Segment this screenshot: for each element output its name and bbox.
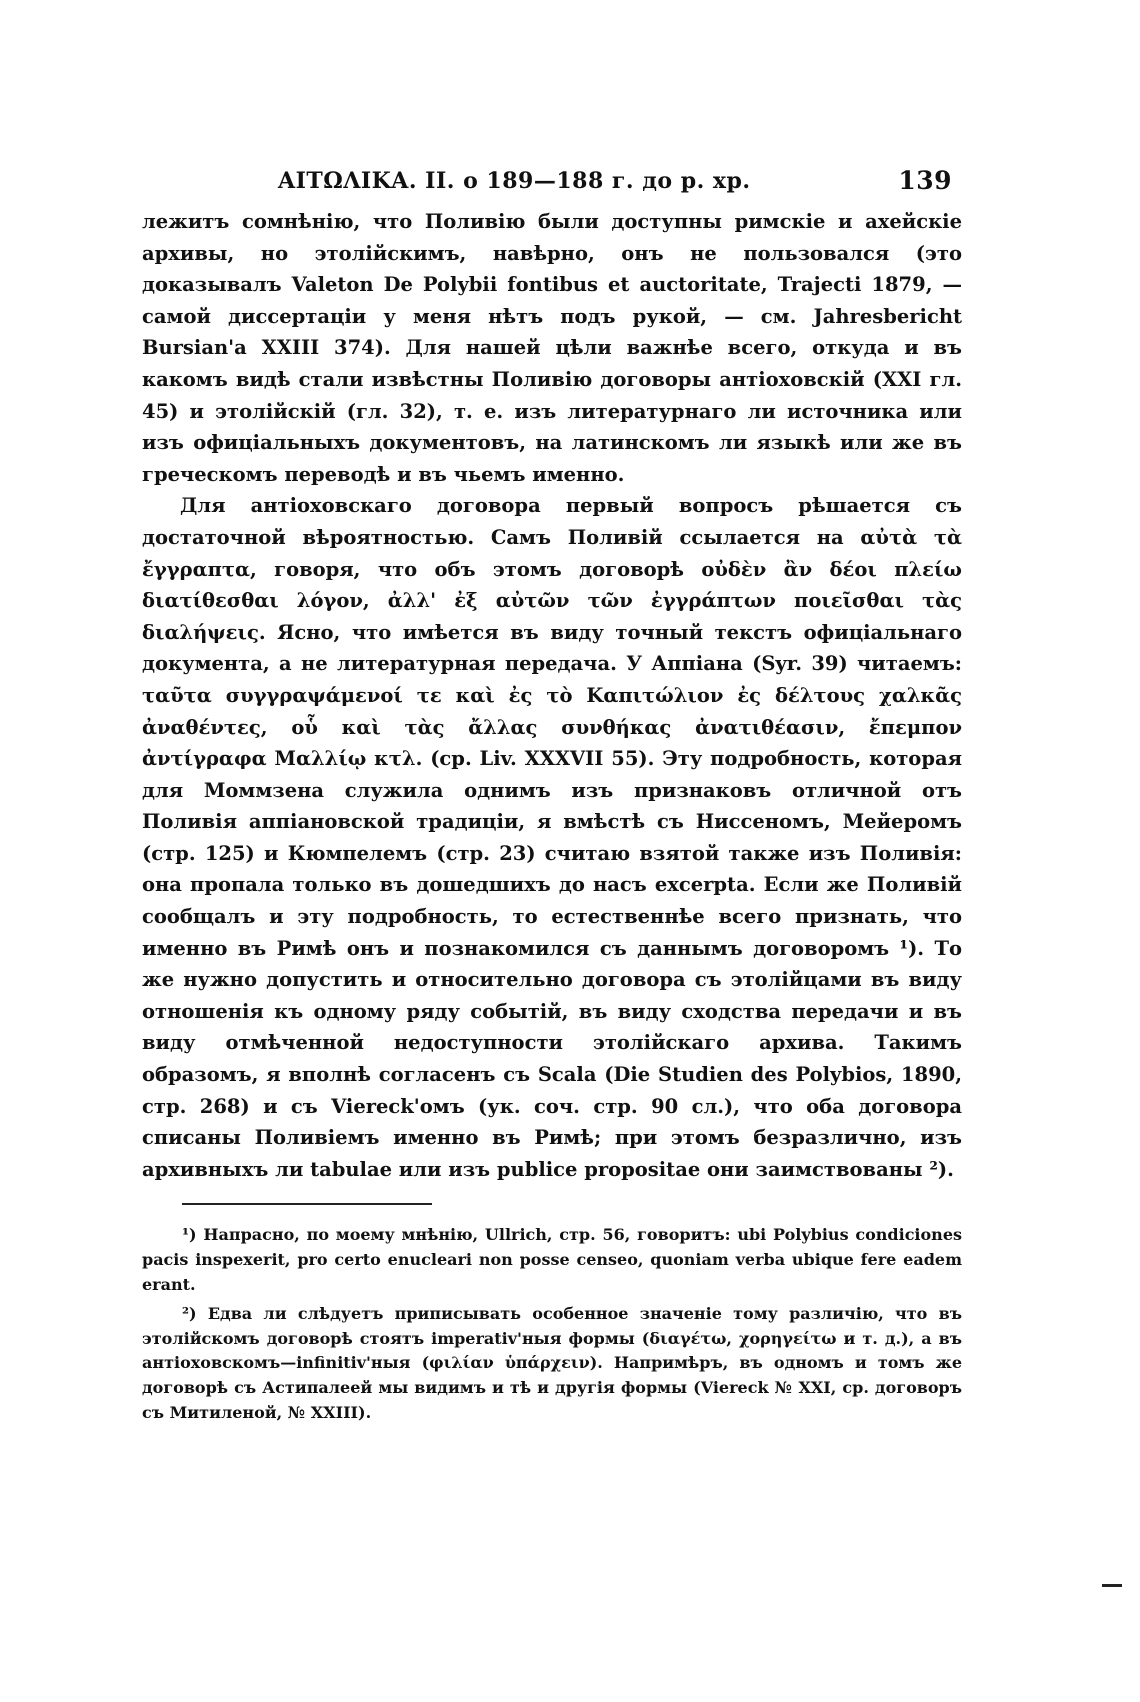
footnote-2: ²) Едва ли слѣдуетъ приписывать особенное значеніе тому различію, что въ этолійскомъ договорѣ стоятъ imperativ'ныя формы (διαγέτω, χορηγείτω и т. д.), а въ антіоховскомъ—infinitiv'ныя (φιλίαν ὑπάρχειν). Напримѣръ, въ одномъ и томъ же договорѣ съ Астипалеей мы видимъ и тѣ и другія формы (Viereck № XXI, ср. договоръ съ Митиленой, № XXIII). xyxy=(142,1303,962,1422)
running-title: ΑΙΤΩΛΙΚΑ. II. ο 189—188 г. до р. хр. xyxy=(278,168,751,194)
book-page xyxy=(142,160,962,1430)
paragraph-2: Для антіоховскаго договора первый вопросъ рѣшается съ достаточной вѣроятностью. Самъ Поливій ссылается на αὐτὰ τὰ ἔγγραπτα, говоря, что объ этомъ договорѣ οὐδὲν ἂν δέοι πλείω διατίθεσθαι λόγον, ἀλλ' ἐξ αὐτῶν τῶν ἐγγράπτων ποιεῖσθαι τὰς διαλήψεις. Ясно, что имѣется въ виду точный текстъ офиціальнаго документа, а не литературная передача. У Аппіана (Syr. 39) читаемъ: ταῦτα συγγραψάμενοί τε καὶ ἐς τὸ Καπιτώλιον ἐς δέλτους χαλκᾶς ἀναθέντες, οὗ καὶ τὰς ἄλλας συνθήκας ἀνατιθέασιν, ἔπεμπον ἀντίγραφα Μαλλίῳ κτλ. (ср. Liv. XXXVII 55). Эту подробность, которая для Моммзена служила однимъ изъ признаковъ отличной отъ Поливія аппіановской традиціи, я вмѣстѣ съ Нисcеномъ, Мейеромъ (стр. 125) и Кюмпелемъ (стр. 23) считаю взятой также изъ Поливія: она пропала только въ дошедшихъ до насъ excerpta. Если же Поливій сообщалъ и эту подробность, то естественнѣе всего признать, что именно въ Римѣ онъ и познакомился съ даннымъ договоромъ ¹). То же нужно допустить и относительно договора съ этолійцами въ виду отношенія къ одному ряду событій, въ виду сходства передачи и въ виду отмѣченной недоступности этолійскаго архива. Такимъ образомъ, я вполнѣ согласенъ съ Scala (Die Studien des Polybios, 1890, стр. 268) и съ Viereck'омъ (ук. соч. стр. 90 сл.), что оба договора списаны Поливіемъ именно въ Римѣ; при этомъ безразлично, изъ архивныхъ ли tabulae или изъ publice propositae они заимствованы ²). xyxy=(142,494,962,1181)
footnotes xyxy=(142,1223,962,1425)
main-text xyxy=(142,206,962,1185)
footnote-divider xyxy=(182,1203,432,1205)
footnote-1: ¹) Напрасно, по моему мнѣнію, Ullrich, стр. 56, говоритъ: ubi Polybius condiciones pacis inspexerit, pro certo enucleari non posse censeo, quoniam verba ubique fere eadem erant. xyxy=(142,1225,962,1294)
page-number: 139 xyxy=(898,166,952,195)
paragraph-1: лежитъ сомнѣнію, что Поливію были доступны римскіе и ахейскіе архивы, но этолійскимъ, навѣрно, онъ не пользовался (это доказывалъ Valeton De Polybii fontibus et auctoritate, Trajecti 1879, — самой диссертаціи у меня нѣтъ подъ рукой, — см. Jahresbericht Bursian'a XXIII 374). Для нашей цѣли важнѣе всего, откуда и въ какомъ видѣ стали извѣстны Поливію договоры антіоховскій (XXI гл. 45) и этолійскій (гл. 32), т. е. изъ литературнаго ли источника или изъ офиціальныхъ документовъ, на латинскомъ ли языкѣ или же въ греческомъ переводѣ и въ чьемъ именно. xyxy=(142,210,962,486)
margin-mark xyxy=(1102,1584,1122,1587)
running-head xyxy=(142,160,962,200)
